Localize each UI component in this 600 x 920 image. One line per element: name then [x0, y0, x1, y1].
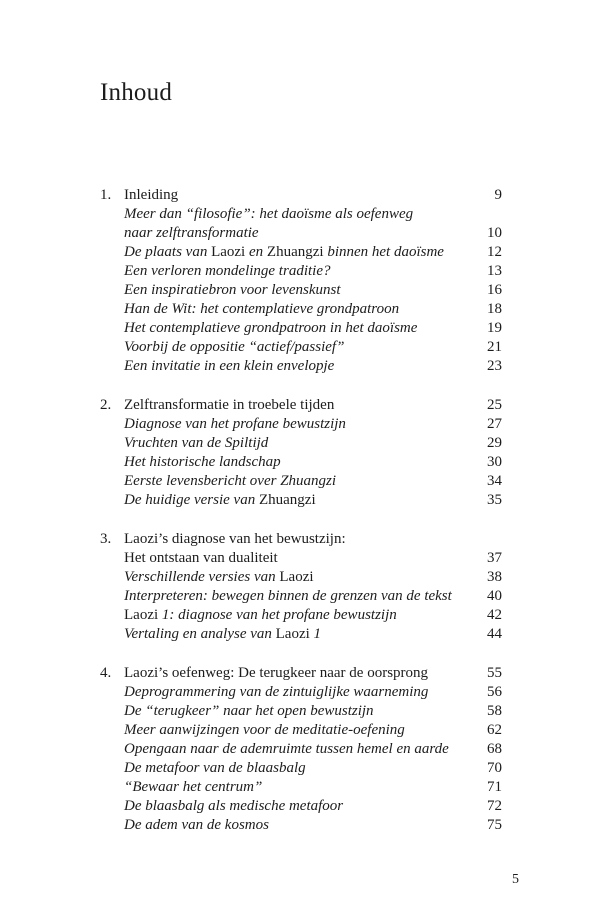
- toc-entry: [100, 549, 502, 568]
- toc-chapter: [100, 664, 502, 835]
- entry-text-segment: 1: diagnose van het profane bewustzijn: [158, 607, 397, 623]
- entry-text-segment: Zhuangzi: [266, 244, 324, 260]
- section-title: [124, 281, 341, 300]
- section-title: [124, 740, 449, 759]
- entry-page-number: 72: [487, 798, 502, 814]
- section-title: [124, 816, 269, 835]
- chapter-number: 1.: [100, 187, 112, 203]
- section-title: [124, 357, 334, 376]
- toc-entry: [100, 778, 502, 797]
- toc-entry: [100, 816, 502, 835]
- section-title: [124, 224, 259, 243]
- entry-text-segment: Verschillende versies van: [124, 569, 280, 585]
- entry-page-number: 12: [487, 244, 502, 260]
- entry-text-segment: De “terugkeer” naar het open bewustzijn: [124, 703, 374, 719]
- entry-text-segment: Han de Wit: het contemplatieve grondpatroon: [124, 301, 400, 317]
- entry-page-number: 34: [487, 473, 502, 489]
- entry-page-number: 56: [487, 684, 502, 700]
- section-title: [124, 587, 452, 606]
- table-of-contents: [100, 186, 502, 855]
- entry-text-segment: Zelftransformatie in troebele tijden: [124, 397, 335, 413]
- toc-entry: [100, 186, 502, 205]
- toc-entry: [100, 338, 502, 357]
- section-title: [124, 338, 344, 357]
- entry-text-segment: Inleiding: [124, 187, 179, 203]
- chapter-number: 4.: [100, 665, 112, 681]
- toc-entry: [100, 625, 502, 644]
- section-title: [124, 262, 330, 281]
- entry-text-segment: naar zelftransformatie: [124, 225, 259, 241]
- entry-page-number: 55: [487, 665, 502, 681]
- toc-entry: [100, 759, 502, 778]
- section-title: [124, 549, 278, 568]
- section-title: [124, 625, 321, 644]
- entry-page-number: 23: [487, 358, 502, 374]
- entry-page-number: 29: [487, 435, 502, 451]
- toc-entry: [100, 664, 502, 683]
- section-title: [124, 319, 417, 338]
- section-title: [124, 491, 316, 510]
- entry-page-number: 62: [487, 722, 502, 738]
- entry-text-segment: Zhuangzi: [258, 492, 316, 508]
- section-title: [124, 797, 343, 816]
- entry-page-number: 21: [487, 339, 502, 355]
- entry-page-number: 16: [487, 282, 502, 298]
- entry-page-number: 58: [487, 703, 502, 719]
- entry-text-segment: Diagnose van het profane bewustzijn: [124, 416, 346, 432]
- entry-page-number: 44: [487, 626, 502, 642]
- entry-text-segment: De huidige versie van: [124, 492, 259, 508]
- entry-text-segment: Laozi: [124, 607, 159, 623]
- toc-entry: [100, 797, 502, 816]
- entry-text-segment: Het historische landschap: [124, 454, 281, 470]
- toc-entry: [100, 415, 502, 434]
- toc-entry: [100, 281, 502, 300]
- entry-text-segment: De plaats van: [124, 244, 212, 260]
- entry-page-number: 18: [487, 301, 502, 317]
- entry-text-segment: Laozi’s oefenweg: De terugkeer naar de oorsprong: [124, 665, 429, 681]
- entry-text-segment: Laozi: [279, 569, 314, 585]
- toc-entry: [100, 243, 502, 262]
- section-title: [124, 415, 346, 434]
- section-title: [124, 778, 262, 797]
- toc-entry: [100, 491, 502, 510]
- toc-entry: [100, 319, 502, 338]
- section-title: [124, 606, 397, 625]
- entry-page-number: 38: [487, 569, 502, 585]
- entry-page-number: 37: [487, 550, 502, 566]
- entry-text-segment: en: [245, 244, 267, 260]
- entry-text-segment: Voorbij de oppositie “actief/passief”: [124, 339, 345, 355]
- page-number: 5: [512, 872, 519, 887]
- entry-page-number: 40: [487, 588, 502, 604]
- entry-page-number: 71: [487, 779, 502, 795]
- toc-entry: [100, 357, 502, 376]
- section-title: [124, 472, 336, 491]
- toc-entry: [100, 224, 502, 243]
- entry-text-segment: “Bewaar het centrum”: [124, 779, 263, 795]
- toc-entry: [100, 530, 502, 549]
- chapter-title: [124, 396, 334, 415]
- section-title: [124, 568, 314, 587]
- toc-entry: [100, 702, 502, 721]
- toc-entry: [100, 262, 502, 281]
- entry-page-number: 9: [494, 187, 502, 203]
- toc-entry: [100, 453, 502, 472]
- entry-text-segment: Laozi: [275, 626, 310, 642]
- toc-entry: [100, 300, 502, 319]
- entry-text-segment: Vruchten van de Spiltijd: [124, 435, 269, 451]
- entry-text-segment: binnen het daoïsme: [323, 244, 444, 260]
- entry-page-number: 25: [487, 397, 502, 413]
- toc-entry: [100, 740, 502, 759]
- section-title: [124, 300, 399, 319]
- entry-text-segment: Eerste levensbericht over Zhuangzi: [124, 473, 337, 489]
- toc-entry: [100, 568, 502, 587]
- entry-page-number: 27: [487, 416, 502, 432]
- entry-text-segment: Opengaan naar de ademruimte tussen hemel en aarde: [124, 741, 449, 757]
- entry-page-number: 75: [487, 817, 502, 833]
- section-title: [124, 721, 405, 740]
- toc-entry: [100, 683, 502, 702]
- section-title: [124, 683, 428, 702]
- entry-text-segment: Laozi’s diagnose van het bewustzijn:: [124, 531, 346, 547]
- section-title: [124, 205, 413, 224]
- section-title: [124, 759, 306, 778]
- entry-text-segment: Interpreteren: bewegen binnen de grenzen van de tekst: [124, 588, 452, 604]
- chapter-title: [124, 664, 428, 683]
- entry-text-segment: De metafoor van de blaasbalg: [124, 760, 306, 776]
- chapter-number: 2.: [100, 397, 112, 413]
- entry-text-segment: De adem van de kosmos: [124, 817, 269, 833]
- toc-chapter: [100, 530, 502, 644]
- chapter-title: [124, 186, 178, 205]
- entry-page-number: 35: [487, 492, 502, 508]
- toc-entry: [100, 587, 502, 606]
- entry-text-segment: Meer dan “filosofie”: het daoïsme als oefenweg: [124, 206, 414, 222]
- entry-page-number: 30: [487, 454, 502, 470]
- toc-entry: [100, 434, 502, 453]
- entry-text-segment: Een inspiratiebron voor levenskunst: [124, 282, 341, 298]
- page-title: Inhoud: [100, 78, 173, 106]
- toc-entry: [100, 205, 502, 224]
- entry-text-segment: Het ontstaan van dualiteit: [124, 550, 278, 566]
- toc-entry: [100, 606, 502, 625]
- chapter-number: 3.: [100, 531, 112, 547]
- entry-text-segment: Het contemplatieve grondpatroon in het daoïsme: [124, 320, 418, 336]
- entry-page-number: 68: [487, 741, 502, 757]
- entry-page-number: 70: [487, 760, 502, 776]
- toc-entry: [100, 721, 502, 740]
- entry-text-segment: Vertaling en analyse van: [124, 626, 276, 642]
- entry-page-number: 42: [487, 607, 502, 623]
- section-title: [124, 453, 281, 472]
- toc-entry: [100, 472, 502, 491]
- toc-chapter: [100, 396, 502, 510]
- section-title: [124, 434, 268, 453]
- toc-entry: [100, 396, 502, 415]
- entry-page-number: 19: [487, 320, 502, 336]
- entry-text-segment: Meer aanwijzingen voor de meditatie-oefening: [124, 722, 405, 738]
- entry-text-segment: Een verloren mondelinge traditie?: [124, 263, 331, 279]
- entry-page-number: 10: [487, 225, 502, 241]
- section-title: [124, 702, 374, 721]
- entry-text-segment: Een invitatie in een klein envelopje: [124, 358, 335, 374]
- toc-chapter: [100, 186, 502, 376]
- entry-text-segment: 1: [309, 626, 322, 642]
- entry-text-segment: Deprogrammering van de zintuiglijke waarneming: [124, 684, 429, 700]
- entry-page-number: 13: [487, 263, 502, 279]
- entry-text-segment: De blaasbalg als medische metafoor: [124, 798, 344, 814]
- chapter-title: [124, 530, 346, 549]
- section-title: [124, 243, 444, 262]
- entry-text-segment: Laozi: [211, 244, 246, 260]
